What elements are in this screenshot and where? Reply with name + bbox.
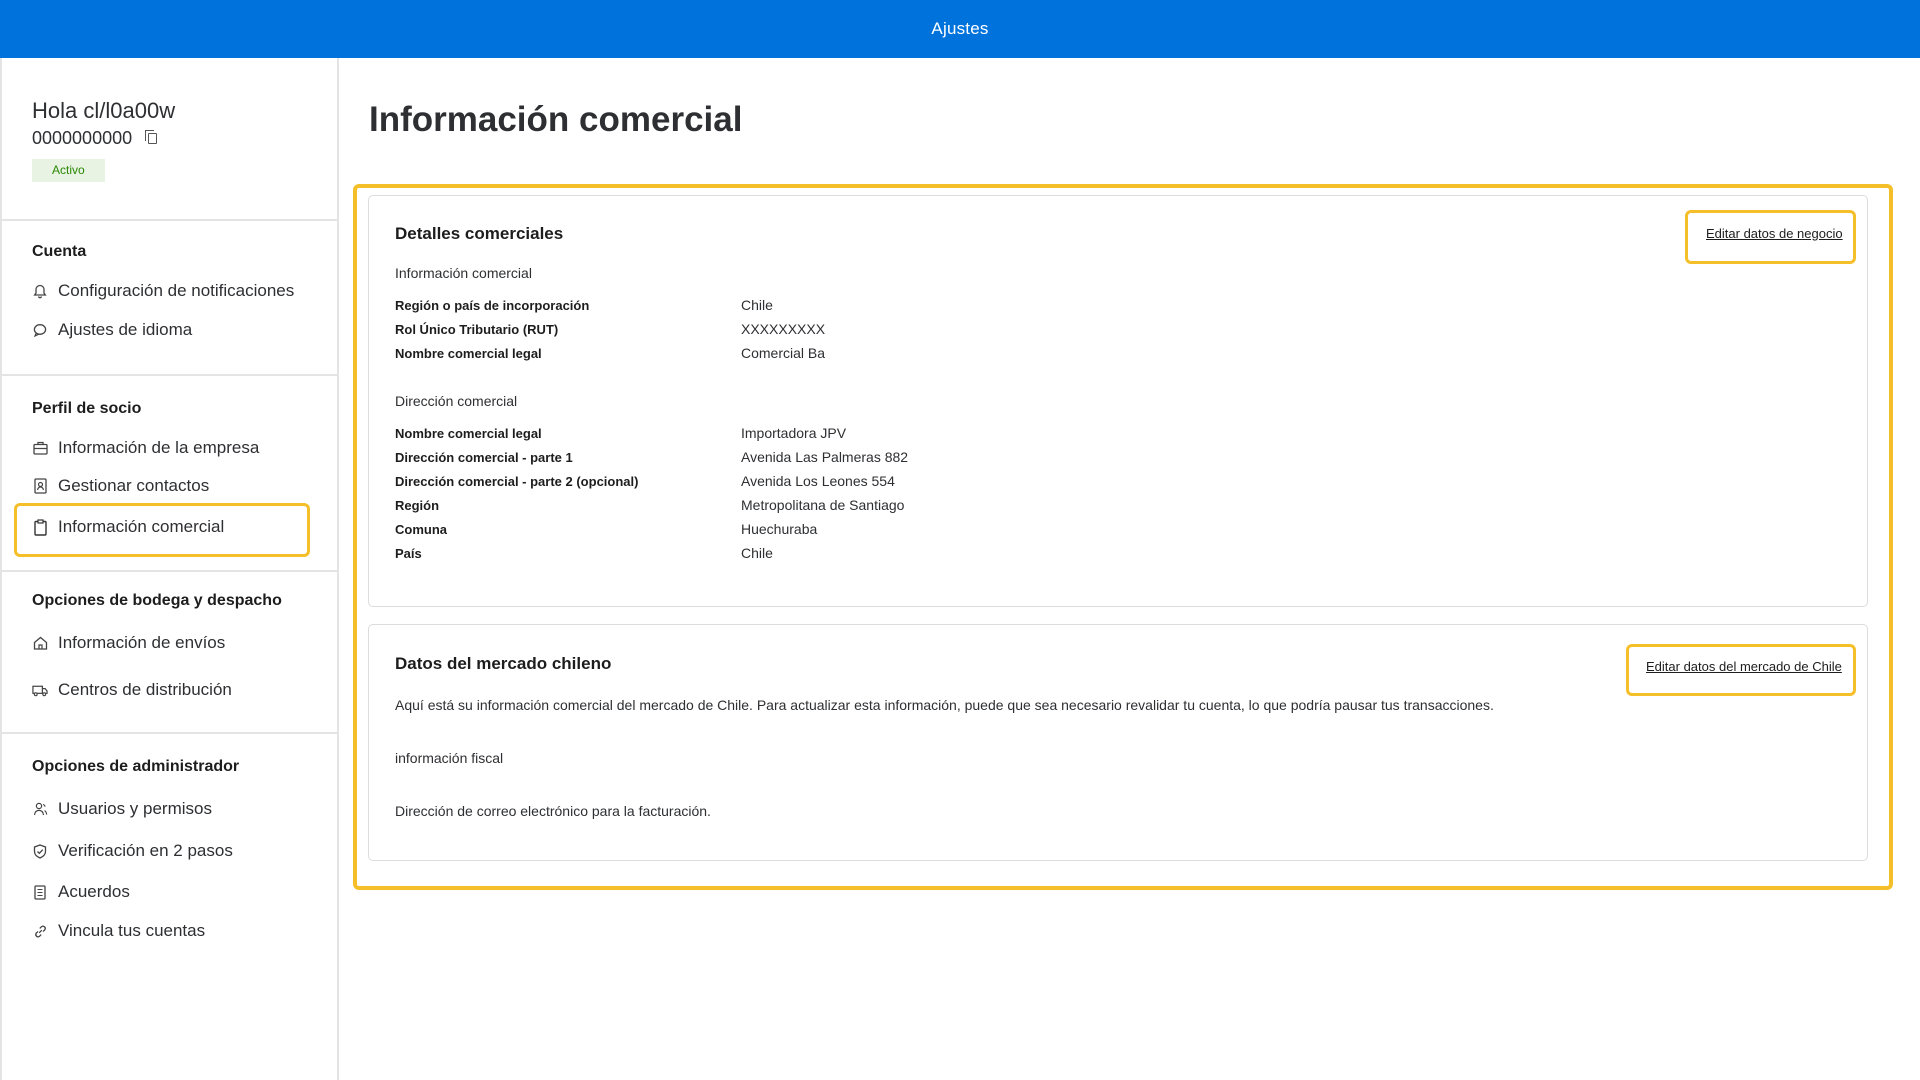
sidebar-item-label: Vincula tus cuentas bbox=[58, 921, 206, 940]
edit-business-link[interactable]: Editar datos de negocio bbox=[1706, 226, 1843, 241]
sidebar-section-bodega bbox=[2, 572, 337, 734]
profile-section bbox=[2, 58, 337, 221]
greeting: Hola cl/l0a00w bbox=[32, 98, 176, 123]
field-value: Chile bbox=[741, 545, 773, 561]
chile-market-description: Aquí está su información comercial del mercado de Chile. Para actualizar esta información, puede que sea necesario revalidar tu cuenta, lo que podría pausar tus transacciones. bbox=[395, 697, 1494, 713]
sidebar-item-label: Información comercial bbox=[58, 517, 225, 536]
field-label: Región o país de incorporación bbox=[395, 298, 590, 313]
section-heading: Cuenta bbox=[32, 243, 87, 260]
account-number-row bbox=[32, 127, 337, 149]
field-label: Dirección comercial - parte 1 bbox=[395, 450, 573, 465]
field-value: Huechuraba bbox=[741, 521, 818, 537]
briefcase-icon bbox=[32, 440, 48, 456]
field-value: XXXXXXXXX bbox=[741, 321, 826, 337]
sidebar-item-label: Gestionar contactos bbox=[58, 476, 210, 495]
commercial-info-subtitle: Información comercial bbox=[395, 265, 532, 281]
sidebar-item-language[interactable] bbox=[32, 318, 192, 342]
sidebar-item-label: Ajustes de idioma bbox=[58, 320, 193, 339]
top-bar bbox=[0, 0, 1920, 58]
sidebar-section-admin bbox=[2, 734, 337, 1080]
bell-icon bbox=[32, 283, 48, 299]
field-label: Nombre comercial legal bbox=[395, 426, 542, 441]
page-title: Información comercial bbox=[369, 100, 743, 139]
field-label: Comuna bbox=[395, 522, 447, 537]
users-icon bbox=[32, 801, 48, 817]
document-icon bbox=[32, 884, 48, 900]
section-heading: Opciones de bodega y despacho bbox=[32, 592, 282, 609]
link-icon bbox=[32, 923, 48, 939]
section-heading: Opciones de administrador bbox=[32, 758, 240, 775]
business-details-title: Detalles comerciales bbox=[395, 224, 564, 243]
sidebar-item-label: Información de envíos bbox=[58, 633, 226, 652]
sidebar-item-label: Verificación en 2 pasos bbox=[58, 841, 233, 860]
sidebar-item-label: Configuración de notificaciones bbox=[58, 281, 295, 300]
field-label: Rol Único Tributario (RUT) bbox=[395, 322, 559, 337]
sidebar-item-label: Información de la empresa bbox=[58, 438, 260, 457]
contact-card-icon bbox=[32, 478, 48, 494]
chile-market-title: Datos del mercado chileno bbox=[395, 654, 612, 673]
sidebar-item-notifications[interactable] bbox=[32, 279, 294, 303]
truck-icon bbox=[32, 682, 48, 698]
sidebar-item-users[interactable] bbox=[32, 797, 212, 821]
field-value: Metropolitana de Santiago bbox=[741, 497, 905, 513]
field-value: Importadora JPV bbox=[741, 425, 847, 441]
sidebar bbox=[0, 58, 339, 1080]
shield-check-icon bbox=[32, 843, 48, 859]
sidebar-item-label: Usuarios y permisos bbox=[58, 799, 212, 818]
field-label: Dirección comercial - parte 2 (opcional) bbox=[395, 474, 639, 489]
sidebar-item-contacts[interactable] bbox=[32, 474, 209, 498]
sidebar-section-cuenta bbox=[2, 221, 337, 376]
edit-market-link[interactable]: Editar datos del mercado de Chile bbox=[1646, 659, 1842, 674]
sidebar-item-agreements[interactable] bbox=[32, 880, 130, 904]
sidebar-item-two-step[interactable] bbox=[32, 839, 233, 863]
sidebar-item-label: Acuerdos bbox=[58, 882, 130, 901]
speech-bubble-icon bbox=[32, 322, 48, 338]
account-number: 0000000000 bbox=[32, 128, 133, 148]
field-label: Región bbox=[395, 498, 440, 513]
field-value: Chile bbox=[741, 297, 773, 313]
tax-info-label: información fiscal bbox=[395, 750, 504, 766]
address-subtitle: Dirección comercial bbox=[395, 393, 518, 409]
sidebar-item-link-accounts[interactable] bbox=[32, 919, 205, 943]
section-heading: Perfil de socio bbox=[32, 400, 142, 417]
home-icon bbox=[32, 635, 48, 651]
billing-email-label: Dirección de correo electrónico para la facturación. bbox=[395, 803, 711, 819]
sidebar-item-label: Centros de distribución bbox=[58, 680, 232, 699]
field-value: Comercial Ba bbox=[741, 345, 826, 361]
field-label: Nombre comercial legal bbox=[395, 346, 542, 361]
active-item-highlight bbox=[14, 503, 310, 557]
field-value: Avenida Las Palmeras 882 bbox=[741, 449, 909, 465]
business-details-card bbox=[368, 195, 1868, 607]
sidebar-item-company-info[interactable] bbox=[32, 436, 259, 460]
sidebar-item-distribution-centers[interactable] bbox=[32, 678, 232, 702]
status-badge: Activo bbox=[32, 159, 105, 182]
field-value: Avenida Los Leones 554 bbox=[741, 473, 895, 489]
copy-icon[interactable] bbox=[148, 133, 157, 144]
header-title: Ajustes bbox=[931, 19, 989, 38]
field-label: País bbox=[395, 546, 422, 561]
sidebar-item-shipping-info[interactable] bbox=[32, 631, 225, 655]
